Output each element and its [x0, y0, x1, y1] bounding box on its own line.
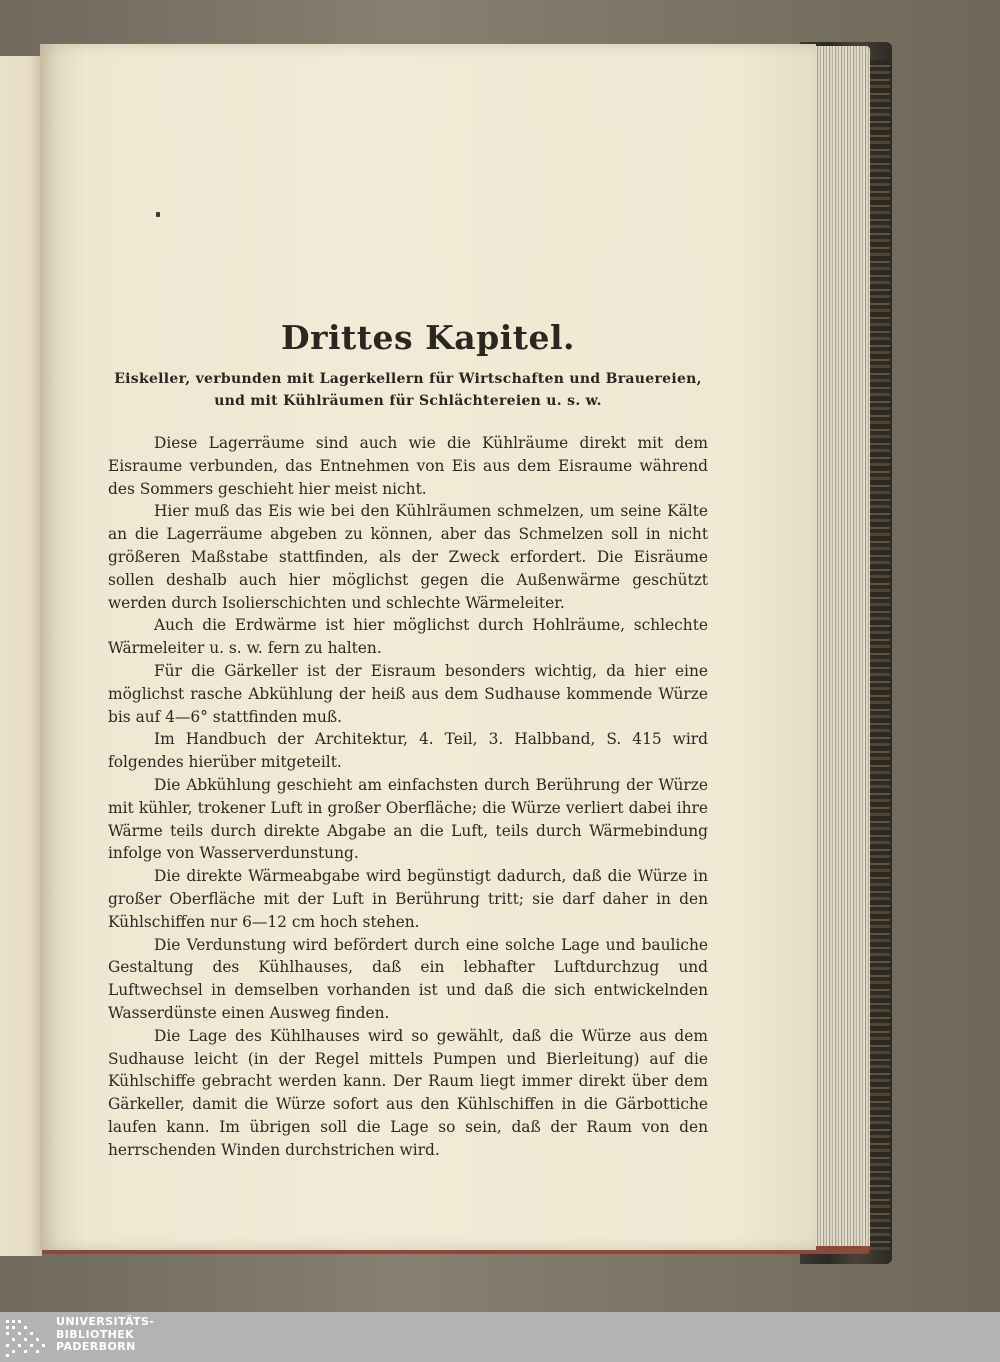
subtitle-line: Eiskeller, verbunden mit Lagerkellern für Wirtschaften und Brauereien,: [114, 371, 702, 387]
paragraph: Die Abkühlung geschieht am einfachsten durch Berührung der Würze mit kühler, trokener Luft in großer Oberfläche; die Würze verliert dabei ihre Wärme teils durch direkte Abgabe an die Luft, teils durch Wärmebindung infolge von Wasserverdunstung.: [108, 775, 708, 863]
paragraph: Hier muß das Eis wie bei den Kühlräumen schmelzen, um seine Kälte an die Lagerräume abgeben zu können, aber das Schmelzen soll in nicht größeren Maßstabe stattfinden, als der Zweck erfordert. Die Eisräume sollen deshalb auch hier möglichst gegen die Außenwärme geschützt werden durch Isolierschichten und schlechte Wärmeleiter.: [108, 502, 708, 612]
library-name-line: BIBLIOTHEK: [56, 1327, 135, 1341]
library-name-line: PADERBORN: [56, 1340, 136, 1353]
paragraph: Auch die Erdwärme ist hier möglichst durch Hohlräume, schlechte Wärmeleiter u. s. w. fern zu halten.: [108, 616, 708, 658]
paragraph: Für die Gärkeller ist der Eisraum besonders wichtig, da hier eine möglichst rasche Abkühlung der heiß aus dem Sudhause kommende Würze bis auf 4—6° stattfinden muß.: [108, 661, 708, 726]
university-library-logo-icon[interactable]: [6, 1320, 46, 1358]
paragraph: Die Lage des Kühlhauses wird so gewählt, daß die Würze aus dem Sudhause leicht (in der Regel mittels Pumpen und Bierleitung) auf die Kühlschiffe gebracht werden kann. Der Raum liegt immer direkt über dem Gärkeller, damit die Würze sofort aus den Kühlschiffen in die Gärbottiche laufen kann. Im übrigen soll die Lage so sein, daß der Raum von den herrschenden Winden durchstrichen wird.: [108, 1026, 708, 1159]
chapter-title: Drittes Kapitel.: [280, 318, 576, 357]
subtitle-line: und mit Kühlräumen für Schlächtereien u. s. w.: [214, 393, 602, 409]
page-stack-edges: [812, 46, 870, 1252]
library-name-line: UNIVERSITÄTS-: [56, 1315, 155, 1328]
paragraph: Im Handbuch der Architektur, 4. Teil, 3. Halbband, S. 415 wird folgendes hierüber mitgeteilt.: [108, 730, 708, 772]
ink-speck: [156, 212, 160, 217]
paragraph: Diese Lagerräume sind auch wie die Kühlräume direkt mit dem Eisraume verbunden, das Entnehmen von Eis aus dem Eisraume während des Sommers geschieht hier meist nicht.: [108, 434, 708, 498]
chapter-subtitle: [90, 368, 726, 412]
paragraph: Die Verdunstung wird befördert durch eine solche Lage und bauliche Gestaltung des Kühlhauses, daß ein lebhafter Luftdurchzug und Luftwechsel in demselben vorhanden ist und daß die sich entwickelnden Wasserdünste einen Ausweg finden.: [108, 935, 708, 1022]
library-footer-bar: [0, 1312, 1000, 1362]
body-text: [108, 432, 708, 1162]
facing-page-left: [0, 56, 42, 1256]
paragraph: Die direkte Wärmeabgabe wird begünstigt dadurch, daß die Würze in großer Oberfläche mit der Luft in Berührung tritt; sie darf daher in den Kühlschiffen nur 6—12 cm hoch stehen.: [108, 867, 708, 931]
library-name: [56, 1316, 154, 1354]
